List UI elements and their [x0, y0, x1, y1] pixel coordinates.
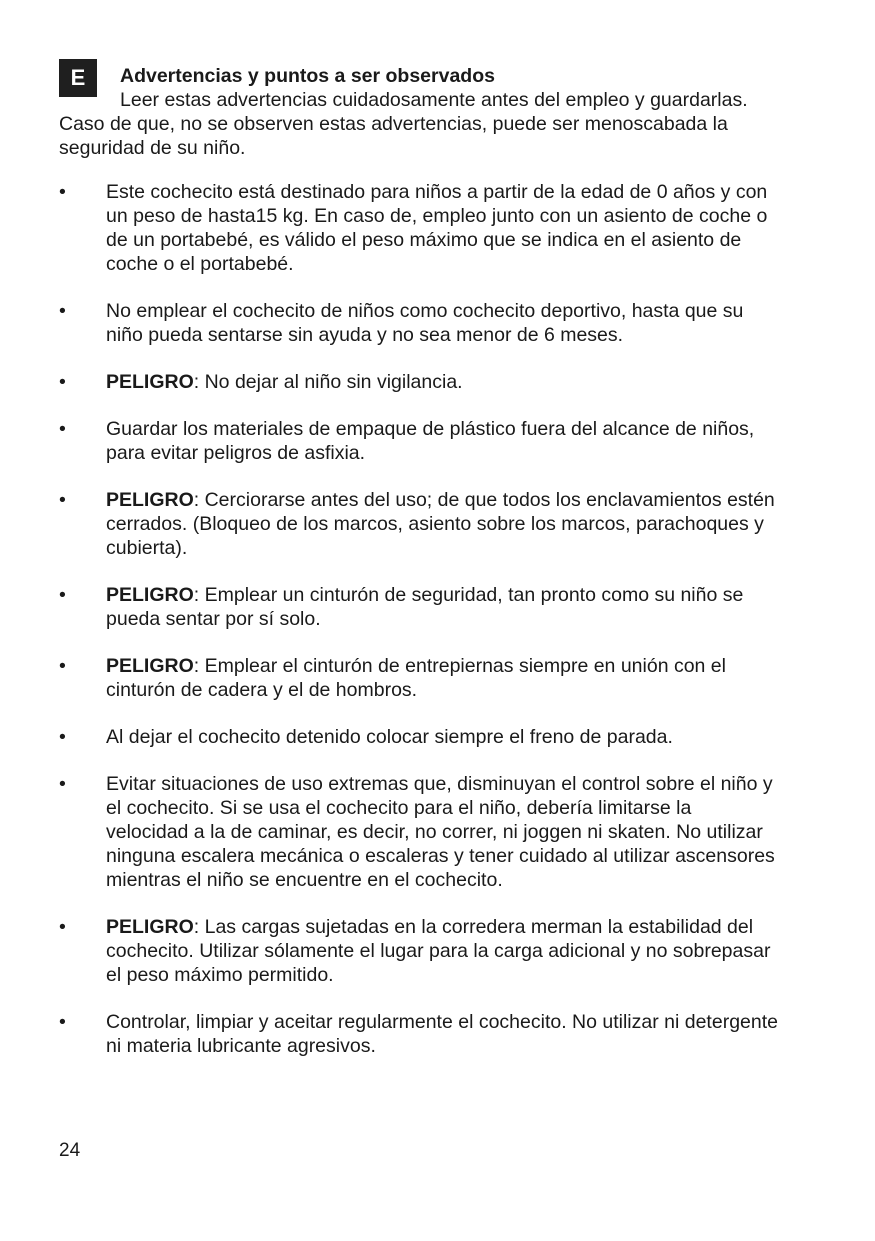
page-title: Advertencias y puntos a ser observados [120, 65, 495, 87]
warning-body: Evitar situaciones de uso extremas que, disminuyan el control sobre el niño y el cochecito. Si se usa el cochecito para el niño, debería limitarse la velocidad a la de caminar, es decir, no correr, ni joggen ni skaten. No utilizar ninguna escalera mecánica o escaleras y tener cuidado al utilizar ascensores mientras el niño se encuentre en el cochecito. [106, 773, 775, 891]
language-badge: E [59, 59, 97, 97]
intro-paragraph [59, 88, 759, 160]
warning-body: : Las cargas sujetadas en la corredera merman la estabilidad del cochecito. Utilizar sólamente el lugar para la carga adicional y no sobrepasar el peso máximo permitido. [106, 916, 771, 986]
bullet-icon: • [59, 371, 66, 393]
danger-label: PELIGRO [106, 655, 194, 677]
warning-text [106, 488, 779, 560]
warning-body: Al dejar el cochecito detenido colocar siempre el freno de parada. [106, 726, 673, 748]
warning-body: No emplear el cochecito de niños como cochecito deportivo, hasta que su niño pueda sentarse sin ayuda y no sea menor de 6 meses. [106, 300, 744, 346]
list-item [59, 488, 779, 560]
page-number: 24 [59, 1140, 81, 1161]
warnings-list [59, 180, 779, 1081]
warning-body: Este cochecito está destinado para niños a partir de la edad de 0 años y con un peso de hasta15 kg. En caso de, empleo junto con un asiento de coche o de un portabebé, es válido el peso máximo que se indica en el asiento de coche o el portabebé. [106, 181, 768, 275]
list-item [59, 915, 779, 987]
bullet-icon: • [59, 489, 66, 511]
warning-text [106, 654, 779, 702]
bullet-icon: • [59, 916, 66, 938]
list-item [59, 299, 779, 347]
intro-text: Leer estas advertencias cuidadosamente antes del empleo y guardarlas. Caso de que, no se observen estas advertencias, puede ser menoscabada la seguridad de su niño. [59, 89, 748, 159]
warning-body: Controlar, limpiar y aceitar regularmente el cochecito. No utilizar ni detergente ni materia lubricante agresivos. [106, 1011, 778, 1057]
list-item [59, 725, 779, 749]
list-item [59, 772, 779, 892]
warning-text [106, 370, 779, 394]
warning-text [106, 1010, 779, 1058]
list-item [59, 1010, 779, 1058]
bullet-icon: • [59, 655, 66, 677]
warning-body: : Emplear el cinturón de entrepiernas siempre en unión con el cinturón de cadera y el de hombros. [106, 655, 726, 701]
warning-body: : Cerciorarse antes del uso; de que todos los enclavamientos estén cerrados. (Bloqueo de los marcos, asiento sobre los marcos, parachoques y cubierta). [106, 489, 775, 559]
warning-text [106, 915, 779, 987]
warning-text [106, 417, 779, 465]
warning-body: Guardar los materiales de empaque de plástico fuera del alcance de niños, para evitar peligros de asfixia. [106, 418, 755, 464]
bullet-icon: • [59, 584, 66, 606]
list-item [59, 417, 779, 465]
warning-text [106, 772, 779, 892]
bullet-icon: • [59, 418, 66, 440]
warning-body: : Emplear un cinturón de seguridad, tan pronto como su niño se pueda sentar por sí solo. [106, 584, 744, 630]
bullet-icon: • [59, 726, 66, 748]
list-item [59, 370, 779, 394]
warning-text [106, 725, 779, 749]
bullet-icon: • [59, 300, 66, 322]
danger-label: PELIGRO [106, 371, 194, 393]
bullet-icon: • [59, 1011, 66, 1033]
warning-text [106, 180, 779, 276]
bullet-icon: • [59, 773, 66, 795]
list-item [59, 654, 779, 702]
bullet-icon: • [59, 181, 66, 203]
list-item [59, 583, 779, 631]
warning-text [106, 299, 779, 347]
danger-label: PELIGRO [106, 916, 194, 938]
list-item [59, 180, 779, 276]
danger-label: PELIGRO [106, 489, 194, 511]
danger-label: PELIGRO [106, 584, 194, 606]
warning-body: : No dejar al niño sin vigilancia. [193, 371, 463, 393]
warning-text [106, 583, 779, 631]
